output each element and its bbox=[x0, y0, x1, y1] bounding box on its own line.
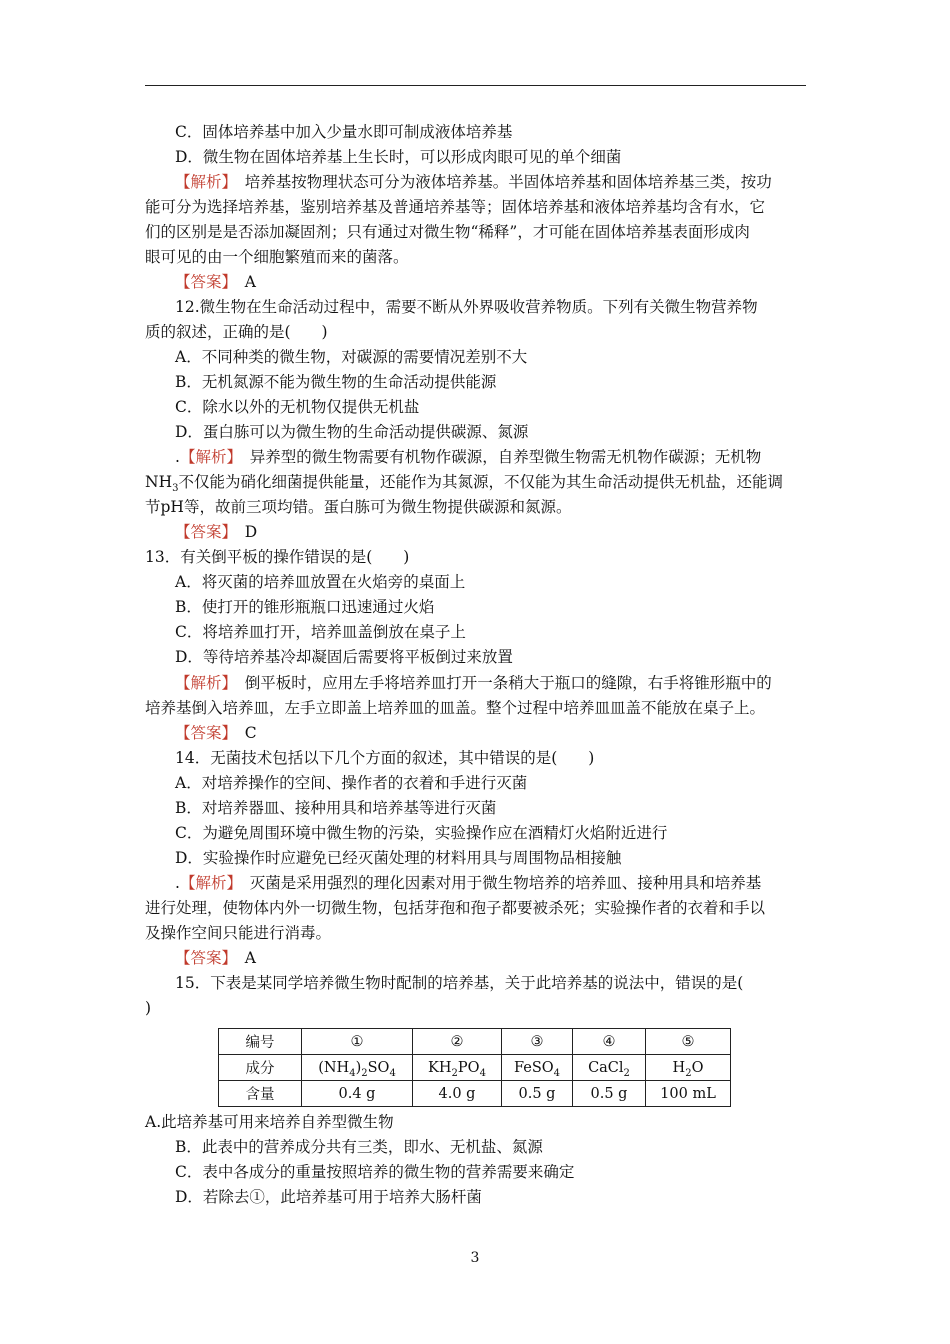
q14-answer: 【答案】 A bbox=[175, 949, 256, 967]
q12-answer: 【答案】 D bbox=[175, 523, 258, 541]
table-cell: $KH_2PO_4$ bbox=[413, 1055, 502, 1081]
table-cell: FeSO$_4$ bbox=[502, 1055, 573, 1081]
analysis-label: 【解析】 bbox=[175, 173, 230, 191]
q13-option-a: A．将灭菌的培养皿放置在火焰旁的桌面上 bbox=[175, 573, 466, 591]
q12-option-b: B．无机氮源不能为微生物的生命活动提供能源 bbox=[175, 373, 497, 391]
q14-option-d: D．实验操作时应避免已经灭菌处理的材料用具与周围物品相接触 bbox=[175, 849, 622, 867]
q12-stem-line-2: 质的叙述，正确的是( ) bbox=[145, 323, 328, 341]
q15-stem-line-1: 15．下表是某同学培养微生物时配制的培养基，关于此培养基的说法中，错误的是( bbox=[175, 974, 744, 992]
q11-analysis-line-2: 能可分为选择培养基，鉴别培养基及普通培养基等；固体培养基和液体培养基均含有水，它 bbox=[145, 198, 766, 216]
table-cell: ② bbox=[413, 1029, 502, 1055]
q11-option-c: C．固体培养基中加入少量水即可制成液体培养基 bbox=[175, 123, 513, 141]
q11-analysis-line-4: 眼可见的由一个细胞繁殖而来的菌落。 bbox=[145, 248, 409, 266]
q12-analysis-line-2: $NH_3$不仅能为硝化细菌提供能量，还能作为其氮源，不仅能为其生命活动提供无机盐，还能调 bbox=[145, 473, 783, 495]
table-cell: 100 mL bbox=[646, 1081, 731, 1107]
q13-analysis-line-2: 培养基倒入培养皿，左手立即盖上培养皿的皿盖。整个过程中培养皿皿盖不能放在桌子上。 bbox=[145, 699, 766, 717]
table-cell: ④ bbox=[573, 1029, 646, 1055]
q13-stem: 13．有关倒平板的操作错误的是( ) bbox=[145, 548, 410, 566]
table-cell: 4.0 g bbox=[413, 1081, 502, 1107]
q15-option-c: C．表中各成分的重量按照培养的微生物的营养需要来确定 bbox=[175, 1163, 575, 1181]
q11-answer: 【答案】 A bbox=[175, 273, 256, 291]
table-row-ids bbox=[219, 1029, 731, 1055]
table-cell: 0.5 g bbox=[573, 1081, 646, 1107]
q15-option-a: A.此培养基可用来培养自养型微生物 bbox=[145, 1113, 394, 1131]
answer-label: 【答案】 bbox=[175, 273, 230, 291]
q13-option-b: B．使打开的锥形瓶瓶口迅速通过火焰 bbox=[175, 598, 435, 616]
q13-option-d: D．等待培养基冷却凝固后需要将平板倒过来放置 bbox=[175, 648, 513, 666]
q14-option-a: A．对培养操作的空间、操作者的衣着和手进行灭菌 bbox=[175, 774, 528, 792]
q12-analysis-line-3: 节pH等，故前三项均错。蛋白胨可为微生物提供碳源和氮源。 bbox=[145, 498, 572, 516]
table-cell: ① bbox=[302, 1029, 413, 1055]
q14-analysis-line-3: 及操作空间只能进行消毒。 bbox=[145, 924, 332, 942]
q14-analysis-line-1: .【解析】 灭菌是采用强烈的理化因素对用于微生物培养的培养皿、接种用具和培养基 bbox=[175, 874, 762, 892]
q12-option-a: A．不同种类的微生物，对碳源的需要情况差别不大 bbox=[175, 348, 528, 366]
row-label: 含量 bbox=[219, 1081, 302, 1107]
q11-analysis-line-1: 【解析】 培养基按物理状态可分为液体培养基。半固体培养基和固体培养基三类，按功 bbox=[175, 173, 772, 191]
table-cell: $(NH_4)_2SO_4$ bbox=[302, 1055, 413, 1081]
table-row-components bbox=[219, 1055, 731, 1081]
media-composition-table bbox=[218, 1028, 731, 1107]
q11-option-d: D．微生物在固体培养基上生长时，可以形成肉眼可见的单个细菌 bbox=[175, 148, 622, 166]
row-label: 编号 bbox=[219, 1029, 302, 1055]
q14-option-b: B．对培养器皿、接种用具和培养基等进行灭菌 bbox=[175, 799, 497, 817]
q12-stem-line-1: 12.微生物在生命活动过程中，需要不断从外界吸收营养物质。下列有关微生物营养物 bbox=[175, 298, 758, 316]
table-cell: 0.5 g bbox=[502, 1081, 573, 1107]
q15-option-b: B．此表中的营养成分共有三类，即水、无机盐、氮源 bbox=[175, 1138, 543, 1156]
q12-analysis-line-1: .【解析】 异养型的微生物需要有机物作碳源，自养型微生物需无机物作碳源；无机物 bbox=[175, 448, 762, 466]
row-label: 成分 bbox=[219, 1055, 302, 1081]
table-cell: ⑤ bbox=[646, 1029, 731, 1055]
table-row-amounts bbox=[219, 1081, 731, 1107]
q13-analysis-line-1: 【解析】 倒平板时，应用左手将培养皿打开一条稍大于瓶口的缝隙，右手将锥形瓶中的 bbox=[175, 674, 772, 692]
q12-option-c: C．除水以外的无机物仅提供无机盐 bbox=[175, 398, 420, 416]
q13-answer: 【答案】 C bbox=[175, 724, 257, 742]
q14-option-c: C．为避免周围环境中微生物的污染，实验操作应在酒精灯火焰附近进行 bbox=[175, 824, 668, 842]
table-cell: CaCl$_2$ bbox=[573, 1055, 646, 1081]
q13-option-c: C．将培养皿打开，培养皿盖倒放在桌子上 bbox=[175, 623, 466, 641]
table-cell: 0.4 g bbox=[302, 1081, 413, 1107]
q15-option-d: D．若除去①，此培养基可用于培养大肠杆菌 bbox=[175, 1188, 482, 1206]
q15-stem-line-2: ) bbox=[145, 999, 152, 1017]
q14-analysis-line-2: 进行处理，使物体内外一切微生物，包括芽孢和孢子都要被杀死；实验操作者的衣着和手以 bbox=[145, 899, 766, 917]
table-cell: ③ bbox=[502, 1029, 573, 1055]
q11-analysis-line-3: 们的区别是是否添加凝固剂；只有通过对微生物“稀释”，才可能在固体培养基表面形成肉 bbox=[145, 223, 750, 241]
table-cell: $H_2O$ bbox=[646, 1055, 731, 1081]
q12-option-d: D．蛋白胨可以为微生物的生命活动提供碳源、氮源 bbox=[175, 423, 529, 441]
header-rule bbox=[145, 85, 806, 86]
page-number: 3 bbox=[470, 1250, 480, 1266]
q14-stem: 14．无菌技术包括以下几个方面的叙述，其中错误的是( ) bbox=[175, 749, 595, 767]
